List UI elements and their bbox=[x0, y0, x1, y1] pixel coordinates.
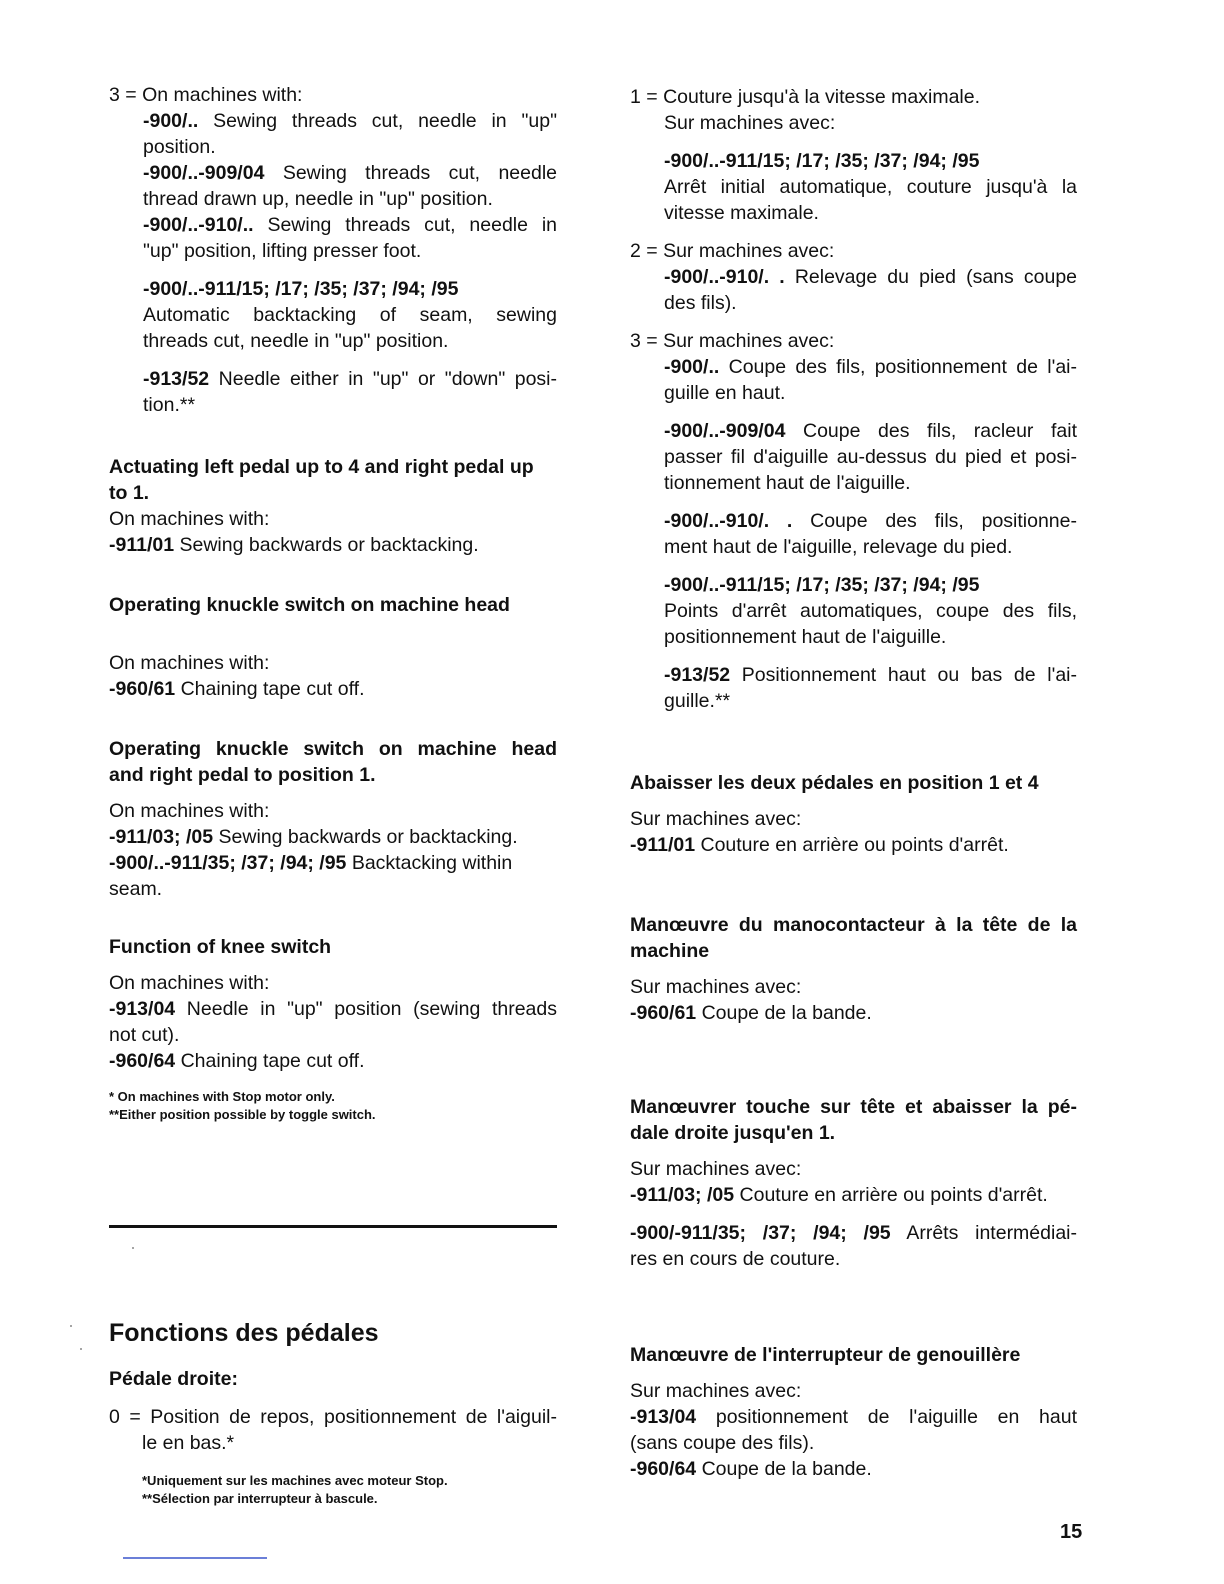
scan-speck bbox=[70, 1325, 72, 1327]
machine-code: -900/..-911/35; /37; /94; /95 bbox=[109, 852, 347, 874]
entry-text: positionnement de l'aiguille en haut bbox=[715, 1406, 1077, 1428]
machine-code: -960/64 bbox=[630, 1458, 697, 1480]
machine-code: -900/-911/35; /37; /94; /95 bbox=[630, 1222, 891, 1244]
section-heading: to 1. bbox=[109, 482, 150, 504]
section-heading: Operating knuckle switch on machine head bbox=[109, 738, 557, 760]
item-1-body bbox=[630, 110, 1077, 226]
scan-edge-mark bbox=[123, 1557, 267, 1559]
section-heading: machine bbox=[630, 940, 710, 962]
entry-text: ment haut de l'aiguille, relevage du pied. bbox=[664, 536, 1013, 558]
entry-text: Automatic backtacking of seam, sewing bbox=[143, 304, 557, 326]
entry-text: Backtacking within bbox=[351, 852, 513, 874]
entry-text: threads cut, needle in "up" position. bbox=[143, 330, 449, 352]
item-2-lead: 2 = Sur machines avec: bbox=[630, 240, 835, 262]
item-3-lead: 3 = Sur machines avec: bbox=[630, 330, 835, 352]
machine-code: -911/01 bbox=[630, 834, 696, 856]
entry-text: Points d'arrêt automatiques, coupe des fils, bbox=[664, 600, 1077, 622]
entry-text: Sewing threads cut, needle in "up" bbox=[213, 110, 557, 132]
item-2-body bbox=[630, 264, 1077, 316]
machine-code: -900/..-909/04 bbox=[143, 162, 265, 184]
machine-code: -900/..-910/.. bbox=[143, 214, 254, 236]
entry-text: Positionnement haut ou bas de l'ai- bbox=[741, 664, 1077, 686]
entry-text: Sewing threads cut, needle in bbox=[267, 214, 557, 236]
section-both-pedals bbox=[630, 770, 1077, 858]
item-1-lead: 1 = Couture jusqu'à la vitesse maximale. bbox=[630, 86, 981, 108]
section-lead: On machines with: bbox=[109, 972, 270, 994]
section-heading: Operating knuckle switch on machine head bbox=[109, 594, 510, 616]
machine-code: -913/52 bbox=[143, 368, 210, 390]
item-0: 0 = Position de repos, positionnement de l'aiguil- bbox=[109, 1406, 557, 1428]
section-knee-switch bbox=[109, 934, 557, 1074]
item-3-entries bbox=[109, 108, 557, 418]
section-heading: Manœuvrer touche sur tête et abaisser la pé- bbox=[630, 1096, 1077, 1118]
machine-code: -960/61 bbox=[630, 1002, 697, 1024]
entry-text: Coupe des fils, positionne- bbox=[810, 510, 1077, 532]
footnote: *Uniquement sur les machines avec moteur Stop. bbox=[142, 1473, 448, 1488]
item-3-lead: 3 = On machines with: bbox=[109, 84, 303, 106]
fonctions-section bbox=[109, 1318, 557, 1508]
entry-text: guille en haut. bbox=[664, 382, 786, 404]
entry-text: guille.** bbox=[664, 690, 731, 712]
item-1-sub: Sur machines avec: bbox=[664, 112, 836, 134]
entry-text: Arrêt initial automatique, couture jusqu'à la bbox=[664, 176, 1077, 198]
section-heading: Abaisser les deux pédales en position 1 et 4 bbox=[630, 772, 1039, 794]
entry-text: tionnement haut de l'aiguille. bbox=[664, 472, 911, 494]
section-heading: dale droite jusqu'en 1. bbox=[630, 1122, 836, 1144]
machine-code: -911/03; /05 bbox=[109, 826, 214, 848]
entry-text: Chaining tape cut off. bbox=[180, 1050, 365, 1072]
entry-text: Couture en arrière ou points d'arrêt. bbox=[700, 834, 1009, 856]
section-genouillere bbox=[630, 1342, 1077, 1482]
footnotes-fr bbox=[109, 1472, 557, 1508]
section-heading: Function of knee switch bbox=[109, 936, 332, 958]
entry-text: Sewing backwards or backtacking. bbox=[179, 534, 479, 556]
section-heading: Manœuvre de l'interrupteur de genouillère bbox=[630, 1344, 1021, 1366]
section-heading: Manœuvre du manocontacteur à la tête de la bbox=[630, 914, 1077, 936]
entry-text: res en cours de couture. bbox=[630, 1248, 841, 1270]
footnote: **Either position possible by toggle switch. bbox=[109, 1107, 376, 1122]
section-lead: On machines with: bbox=[109, 800, 270, 822]
item-3-body bbox=[630, 354, 1077, 714]
section-lead: Sur machines avec: bbox=[630, 1380, 802, 1402]
machine-code: -900/..-910/. . bbox=[664, 266, 785, 288]
entry-text: position. bbox=[143, 136, 216, 158]
section-lead: On machines with: bbox=[109, 508, 270, 530]
section-manocontacteur bbox=[630, 912, 1077, 1026]
entry-text: "up" position, lifting presser foot. bbox=[143, 240, 422, 262]
machine-code: -913/52 bbox=[664, 664, 731, 686]
section-title: Fonctions des pédales bbox=[109, 1319, 379, 1347]
scan-speck bbox=[80, 1348, 82, 1350]
entry-text: vitesse maximale. bbox=[664, 202, 819, 224]
scan-speck bbox=[132, 1247, 134, 1249]
machine-code: -913/04 bbox=[109, 998, 176, 1020]
entry-text: thread drawn up, needle in "up" position. bbox=[143, 188, 493, 210]
machine-code: -900/.. bbox=[664, 356, 720, 378]
entry-text: (sans coupe des fils). bbox=[630, 1432, 815, 1454]
section-subtitle: Pédale droite: bbox=[109, 1368, 238, 1390]
left-column bbox=[109, 82, 557, 1124]
footnote: * On machines with Stop motor only. bbox=[109, 1089, 335, 1104]
entry-text: Coupe de la bande. bbox=[701, 1002, 872, 1024]
machine-code: -900/..-911/15; /17; /35; /37; /94; /95 bbox=[143, 278, 459, 300]
entry-text: Couture en arrière ou points d'arrêt. bbox=[739, 1184, 1048, 1206]
entry-text: positionnement haut de l'aiguille. bbox=[664, 626, 947, 648]
footnotes bbox=[109, 1088, 557, 1124]
entry-text: seam. bbox=[109, 878, 163, 900]
right-column bbox=[630, 84, 1077, 1482]
entry-text: Chaining tape cut off. bbox=[180, 678, 365, 700]
section-lead: Sur machines avec: bbox=[630, 976, 802, 998]
entry-text: Arrêts intermédiai- bbox=[906, 1222, 1077, 1244]
section-heading: Actuating left pedal up to 4 and right pedal up bbox=[109, 456, 534, 478]
section-touche-pedale bbox=[630, 1094, 1077, 1272]
section-knuckle-switch bbox=[109, 592, 557, 702]
entry-text: Coupe de la bande. bbox=[701, 1458, 872, 1480]
section-knuckle-and-pedal bbox=[109, 736, 557, 902]
machine-code: -911/03; /05 bbox=[630, 1184, 735, 1206]
section-lead: Sur machines avec: bbox=[630, 1158, 802, 1180]
machine-code: -913/04 bbox=[630, 1406, 697, 1428]
entry-text: tion.** bbox=[143, 394, 196, 416]
entry-text: not cut). bbox=[109, 1024, 180, 1046]
section-left-pedal bbox=[109, 454, 557, 558]
machine-code: -900/..-911/15; /17; /35; /37; /94; /95 bbox=[664, 150, 980, 172]
machine-code: -960/64 bbox=[109, 1050, 176, 1072]
machine-code: -900/.. bbox=[143, 110, 199, 132]
section-lead: Sur machines avec: bbox=[630, 808, 802, 830]
footnote: **Sélection par interrupteur à bascule. bbox=[142, 1491, 378, 1506]
machine-code: -900/..-911/15; /17; /35; /37; /94; /95 bbox=[664, 574, 980, 596]
item-0-cont: le en bas.* bbox=[142, 1432, 235, 1454]
machine-code: -960/61 bbox=[109, 678, 176, 700]
entry-text: Needle in "up" position (sewing threads bbox=[186, 998, 557, 1020]
entry-text: Coupe des fils, racleur fait bbox=[802, 420, 1077, 442]
entry-text: Sewing threads cut, needle bbox=[282, 162, 557, 184]
machine-code: -900/..-909/04 bbox=[664, 420, 786, 442]
section-heading: and right pedal to position 1. bbox=[109, 764, 376, 786]
entry-text: Sewing backwards or backtacking. bbox=[218, 826, 518, 848]
entry-text: Coupe des fils, positionnement de l'ai- bbox=[728, 356, 1077, 378]
machine-code: -911/01 bbox=[109, 534, 175, 556]
entry-text: Needle either in "up" or "down" posi- bbox=[218, 368, 558, 390]
horizontal-rule bbox=[109, 1225, 557, 1228]
entry-text: des fils). bbox=[664, 292, 737, 314]
entry-text: passer fil d'aiguille au-dessus du pied et posi- bbox=[664, 446, 1077, 468]
section-lead: On machines with: bbox=[109, 652, 270, 674]
page-number: 15 bbox=[1060, 1521, 1083, 1543]
entry-text: Relevage du pied (sans coupe bbox=[794, 266, 1078, 288]
machine-code: -900/..-910/. . bbox=[664, 510, 793, 532]
